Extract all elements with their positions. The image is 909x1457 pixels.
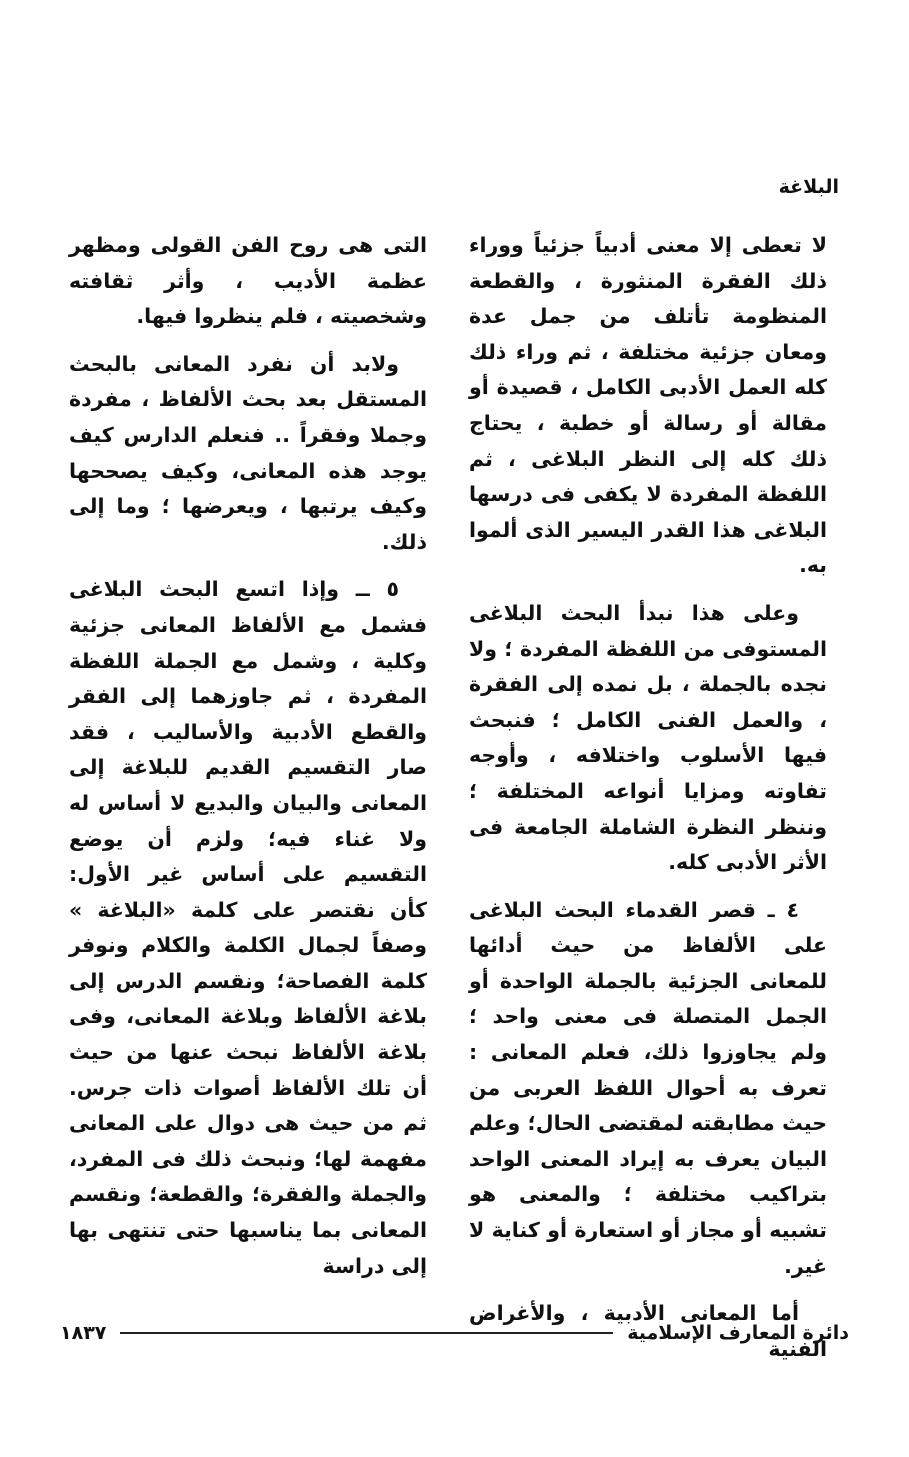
paragraph: ولابد أن نفرد المعانى بالبحث المستقل بعد بحث الألفاظ ، مفردة وجملا وفقراً .. فنعلم الدارس كيف يوجد هذه المعانى، وكيف يصححها وكيف يرتبها ، ويعرضها ؛ وما إلى ذلك.	[69, 351, 427, 554]
paragraph: أما المعانى الأدبية ، والأغراض الفنية	[469, 1301, 827, 1361]
publication-title: دائرة المعارف الإسلامية	[627, 1322, 849, 1344]
right-column	[469, 228, 827, 1379]
left-column	[69, 228, 427, 1296]
page-number: ١٨٣٧	[60, 1322, 107, 1344]
running-header: البلاغة	[778, 176, 839, 198]
paragraph: ٤ ـ قصر القدماء البحث البلاغى على الألفاظ من حيث أدائها للمعانى الجزئية بالجملة الواحدة أو الجمل المتصلة فى معنى واحد ؛ ولم يجاوزوا ذلك، فعلم المعانى : تعرف به أحوال اللفظ العربى من حيث مطابقته لمقتضى الحال؛ وعلم البيان يعرف به إيراد المعنى الواحد بتراكيب مختلفة ؛ والمعنى هو تشبيه أو مجاز أو استعارة أو كناية لا غير.	[469, 897, 827, 1278]
paragraph: وعلى هذا نبدأ البحث البلاغى المستوفى من اللفظة المفردة ؛ ولا نجده بالجملة ، بل نمده إلى الفقرة ، والعمل الفنى الكامل ؛ فنبحث فيها الأسلوب واختلافه ، وأوجه تفاوته ومزايا أنواعه المختلفة ؛ وننظر النظرة الشاملة الجامعة فى الأثر الأدبى كله.	[469, 600, 827, 875]
footer-rule	[120, 1332, 613, 1334]
page-footer	[60, 1318, 849, 1348]
paragraph: لا تعطى إلا معنى أدبياً جزئياً ووراء ذلك الفقرة المنثورة ، والقطعة المنظومة تأتلف من جمل عدة ومعان جزئية مختلفة ، ثم وراء ذلك كله العمل الأدبى الكامل ، قصيدة أو مقالة أو رسالة أو خطبة ، يحتاج ذلك كله إلى النظر البلاغى ، ثم اللفظة المفردة لا يكفى فى درسها البلاغى هذا القدر اليسير الذى ألموا به.	[469, 233, 827, 578]
paragraph: ٥ ــ وإذا اتسع البحث البلاغى فشمل مع الألفاظ المعانى جزئية وكلية ، وشمل مع الجملة اللفظة المفردة ، ثم جاوزهما إلى الفقر والقطع الأدبية والأساليب ، فقد صار التقسيم القديم للبلاغة إلى المعانى والبيان والبديع لا أساس له ولا غناء فيه؛ ولزم أن يوضع التقسيم على أساس غير الأول: كأن نقتصر على كلمة «البلاغة » وصفاً لجمال الكلمة والكلام ونوفر كلمة الفصاحة؛ ونقسم الدرس إلى بلاغة الألفاظ وبلاغة المعانى، وفى بلاغة الألفاظ نبحث عنها من حيث أن تلك الألفاظ أصوات ذات جرس. ثم من حيث هى دوال على المعانى مفهمة لها؛ ونبحث ذلك فى المفرد، والجملة والفقرة؛ والقطعة؛ ونقسم المعانى بما يناسبها حتى تنتهى بها إلى دراسة	[69, 577, 427, 1278]
paragraph: التى هى روح الفن القولى ومظهر عظمة الأديب ، وأثر ثقافته وشخصيته ، فلم ينظروا فيها.	[69, 233, 427, 329]
